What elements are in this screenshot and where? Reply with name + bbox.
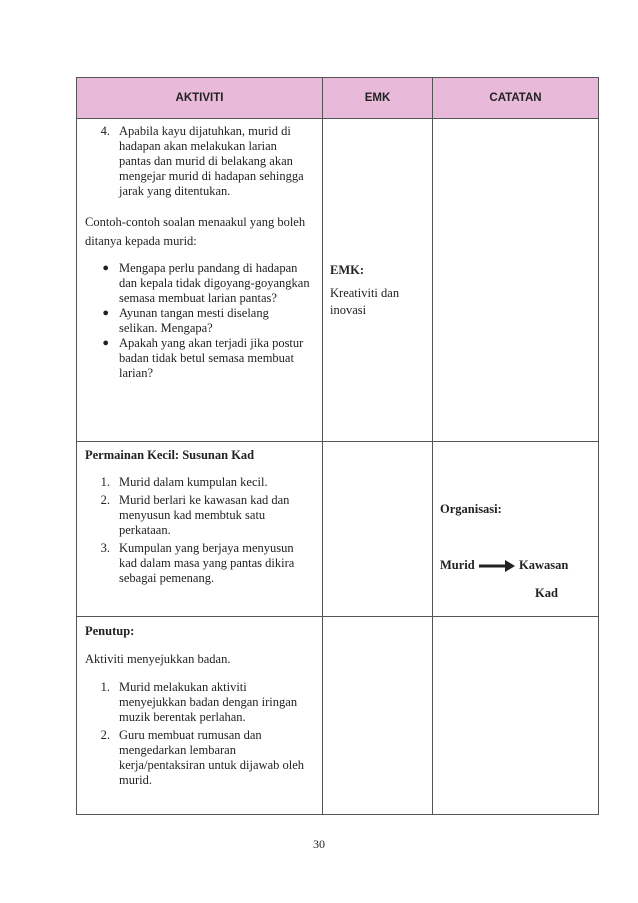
- table-row: [77, 617, 599, 815]
- numbered-item: [85, 475, 316, 490]
- section-intro: Aktiviti menyejukkan badan.: [85, 652, 231, 666]
- item-number: 2.: [100, 493, 110, 507]
- list-item: [85, 306, 316, 336]
- emk-heading: EMK:: [330, 263, 365, 277]
- bullet-text: Ayunan tangan mesti diselang selikan. Mengapa?: [119, 306, 269, 335]
- organisation-heading: Organisasi:: [440, 502, 502, 516]
- emk-text: Kreativiti dan inovasi: [330, 286, 400, 317]
- bullet-icon: ●: [102, 262, 109, 274]
- item-number: 1.: [100, 680, 110, 694]
- numbered-item: [85, 124, 316, 199]
- emk-cell: [323, 119, 433, 442]
- list-item: [85, 261, 316, 306]
- organisation-to-line2: Kad: [535, 586, 558, 600]
- page-number: 30: [313, 837, 325, 851]
- list-item: [85, 336, 316, 381]
- emk-cell: [323, 442, 433, 617]
- item-text: Murid dalam kumpulan kecil.: [119, 475, 268, 489]
- table-header-row: [77, 78, 599, 119]
- arrow-right-icon: [477, 558, 517, 574]
- item-text: Murid berlari ke kawasan kad dan menyusun kad membtuk satu perkataan.: [119, 493, 290, 537]
- section-title: Penutup:: [85, 624, 135, 638]
- notes-cell: [433, 442, 599, 617]
- question-intro: Contoh-contoh soalan menaakul yang boleh ditanya kepada murid:: [85, 215, 306, 248]
- item-number: 4.: [100, 124, 110, 138]
- emk-cell: [323, 617, 433, 815]
- item-text: Guru membuat rumusan dan mengedarkan lembaran kerja/pentaksiran untuk dijawab oleh murid.: [119, 728, 305, 787]
- activity-cell: [77, 119, 323, 442]
- item-number: 2.: [100, 728, 110, 742]
- item-number: 1.: [100, 475, 110, 489]
- item-text: Murid melakukan aktiviti menyejukkan badan dengan iringan muzik berentak perlahan.: [119, 680, 298, 724]
- organisation-to-line1: Kawasan: [519, 558, 569, 572]
- numbered-item: [85, 680, 316, 725]
- bullet-icon: ●: [102, 337, 109, 349]
- header-emk: EMK: [323, 78, 433, 119]
- table-row: [77, 442, 599, 617]
- activity-cell: [77, 442, 323, 617]
- bullet-icon: ●: [102, 307, 109, 319]
- item-number: 3.: [100, 541, 110, 555]
- item-text: Apabila kayu dijatuhkan, murid di hadapan akan melakukan larian pantas dan murid di belakang akan mengejar murid di hadapan sehingga jarak yang ditentukan.: [119, 124, 304, 198]
- activity-cell: [77, 617, 323, 815]
- organisation-from: Murid: [440, 558, 475, 572]
- notes-cell: [433, 617, 599, 815]
- numbered-item: [85, 493, 316, 538]
- numbered-item: [85, 728, 316, 788]
- lesson-plan-table: [76, 77, 599, 815]
- header-aktiviti: AKTIVITI: [77, 78, 323, 119]
- header-catatan: CATATAN: [433, 78, 599, 119]
- numbered-item: [85, 541, 316, 586]
- notes-cell: [433, 119, 599, 442]
- item-text: Kumpulan yang berjaya menyusun kad dalam masa yang pantas dikira sebagai pemenang.: [119, 541, 295, 585]
- bullet-text: Apakah yang akan terjadi jika postur badan tidak betul semasa membuat larian?: [119, 336, 304, 380]
- bullet-text: Mengapa perlu pandang di hadapan dan kepala tidak digoyang-goyangkan semasa membuat larian pantas?: [119, 261, 310, 305]
- table-row: [77, 119, 599, 442]
- section-title: Permainan Kecil: Susunan Kad: [85, 448, 255, 462]
